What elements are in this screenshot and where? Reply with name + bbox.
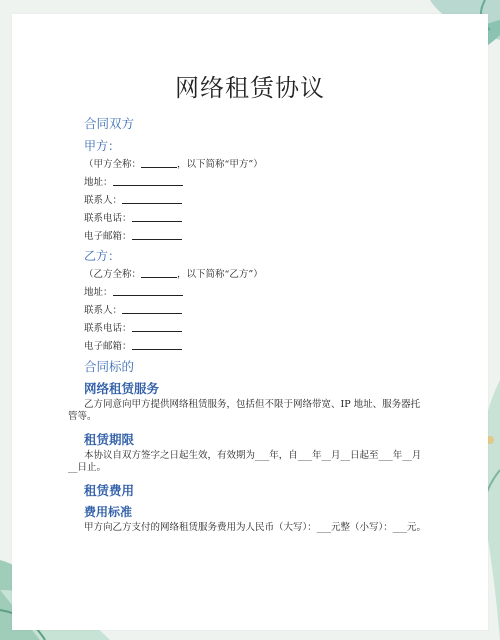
- party-a-phone-blank[interactable]: [132, 211, 182, 222]
- service-paragraph: 乙方同意向甲方提供网络租赁服务，包括但不限于网络带宽、IP 地址、服务器托管等。: [68, 399, 421, 422]
- party-a-fullname-suffix: ，以下简称“甲方”）: [177, 159, 263, 170]
- fee-paragraph: 甲方向乙方支付的网络租赁服务费用为人民币（大写）：___元整（小写）：___元。: [84, 522, 427, 533]
- party-b-phone-blank[interactable]: [132, 321, 182, 332]
- document-title: 网络租赁协议: [175, 74, 325, 102]
- party-b-phone-line: [84, 320, 182, 334]
- party-a-contact-label: 联系人：: [84, 195, 123, 206]
- party-b-fullname-blank[interactable]: [141, 267, 177, 278]
- party-b-fullname-suffix: ，以下简称“乙方”）: [177, 269, 263, 280]
- party-a-contact-blank[interactable]: [122, 193, 182, 204]
- party-b-address-line: [84, 284, 183, 298]
- party-a-heading: 甲方：: [84, 139, 121, 153]
- term-paragraph: 本协议自双方签字之日起生效，有效期为___年，自___年__月__日起至___年__月__日止。: [68, 450, 422, 473]
- party-b-email-label: 电子邮箱：: [84, 341, 132, 352]
- party-a-fullname-line: [84, 156, 263, 170]
- party-b-phone-label: 联系电话：: [84, 323, 132, 334]
- party-a-address-line: [84, 174, 183, 188]
- party-a-contact-line: [84, 192, 182, 206]
- party-a-phone-label: 联系电话：: [84, 213, 132, 224]
- party-a-fullname-blank[interactable]: [141, 157, 177, 168]
- subject-heading: 合同标的: [84, 359, 135, 374]
- party-a-address-blank[interactable]: [113, 175, 183, 186]
- fee-heading: 租赁费用: [84, 483, 135, 498]
- party-b-contact-label: 联系人：: [84, 305, 123, 316]
- party-b-address-blank[interactable]: [113, 285, 183, 296]
- party-a-email-blank[interactable]: [132, 229, 182, 240]
- party-a-phone-line: [84, 210, 182, 224]
- party-a-fullname-prefix: （甲方全称：: [84, 159, 142, 170]
- party-b-fullname-prefix: （乙方全称：: [84, 269, 142, 280]
- party-a-address-label: 地址：: [84, 177, 113, 188]
- party-b-email-blank[interactable]: [132, 339, 182, 350]
- party-a-email-line: [84, 228, 182, 242]
- party-b-contact-blank[interactable]: [122, 303, 182, 314]
- party-b-address-label: 地址：: [84, 287, 113, 298]
- party-b-contact-line: [84, 302, 182, 316]
- service-heading: 网络租赁服务: [84, 381, 160, 396]
- parties-heading: 合同双方: [84, 116, 135, 131]
- fee-standard-heading: 费用标准: [84, 505, 133, 519]
- term-heading: 租赁期限: [84, 432, 135, 447]
- party-b-email-line: [84, 338, 182, 352]
- party-b-fullname-line: [84, 266, 263, 280]
- party-b-heading: 乙方：: [84, 249, 121, 263]
- party-a-email-label: 电子邮箱：: [84, 231, 132, 242]
